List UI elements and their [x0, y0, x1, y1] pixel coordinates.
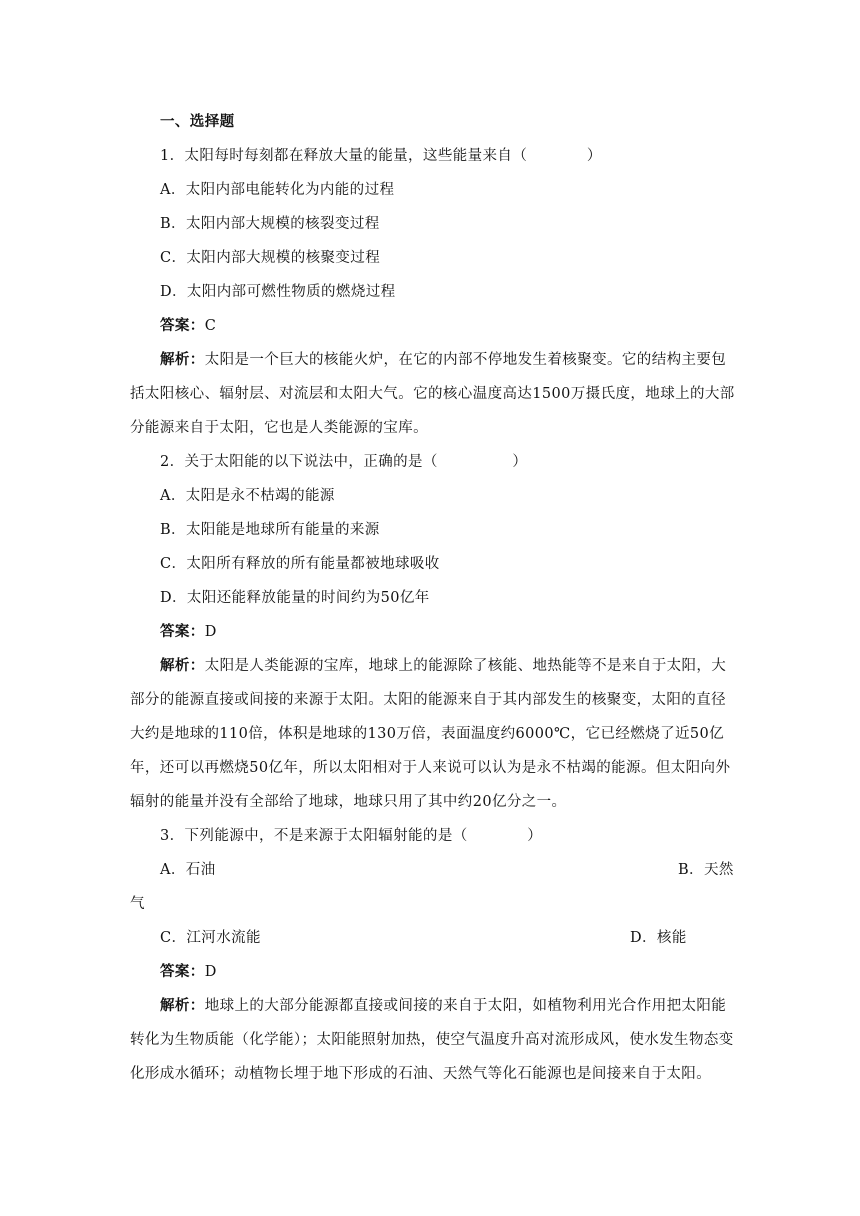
- question-3-option-b-continued: 气: [130, 896, 145, 912]
- answer-label: 答案：: [160, 318, 205, 334]
- question-3-option-c: C．江河水流能: [160, 930, 261, 946]
- answer-label: 答案：: [160, 964, 205, 980]
- question-1-option-a: A．太阳内部电能转化为内能的过程: [160, 182, 395, 198]
- question-2-option-a: A．太阳是永不枯竭的能源: [160, 488, 335, 504]
- question-1-analysis: [130, 343, 735, 445]
- analysis-text: 地球上的大部分能源都直接或间接的来自于太阳，如植物利用光合作用把太阳能转化为生物质能（化学能）；太阳能照射加热，使空气温度升高对流形成风，使水发生物态变化形成水循环；动植物长埋于地下形成的石油、天然气等化石能源也是间接来自于太阳。: [130, 998, 734, 1082]
- question-3-options-row-1: [160, 860, 735, 880]
- question-3-stem: 3．下列能源中，不是来源于太阳辐射能的是（ ）: [160, 828, 543, 844]
- analysis-label: 解析：: [160, 352, 205, 368]
- question-2-option-b: B．太阳能是地球所有能量的来源: [160, 522, 380, 538]
- question-2-option-c: C．太阳所有释放的所有能量都被地球吸收: [160, 556, 440, 572]
- question-3-option-a: A．石油: [160, 862, 216, 878]
- question-1-option-b: B．太阳内部大规模的核裂变过程: [160, 216, 380, 232]
- answer-value: C: [204, 318, 217, 334]
- analysis-label: 解析：: [160, 998, 205, 1014]
- question-3-analysis: [130, 989, 735, 1091]
- question-3-answer: [160, 962, 735, 982]
- analysis-label: 解析：: [160, 658, 205, 674]
- analysis-text: 太阳是人类能源的宝库，地球上的能源除了核能、地热能等不是来自于太阳，大部分的能源直接或间接的来源于太阳。太阳的能源来自于其内部发生的核聚变，太阳的直径大约是地球的110倍，体积是地球的130万倍，表面温度约6000℃，它已经燃烧了近50亿年，还可以再燃烧50亿年，所以太阳相对于人来说可以认为是永不枯竭的能源。但太阳向外辐射的能量并没有全部给了地球，地球只用了其中约20亿分之一。: [130, 658, 731, 810]
- answer-label: 答案：: [160, 624, 205, 640]
- question-3-option-d: D．核能: [630, 930, 687, 946]
- question-2-stem: 2．关于太阳能的以下说法中，正确的是（ ）: [160, 454, 528, 470]
- question-1-option-d: D．太阳内部可燃性物质的燃烧过程: [160, 284, 396, 300]
- analysis-text: 太阳是一个巨大的核能火炉，在它的内部不停地发生着核聚变。它的结构主要包括太阳核心、辐射层、对流层和太阳大气。它的核心温度高达1500万摄氏度，地球上的大部分能源来自于太阳，它也是人类能源的宝库。: [130, 352, 735, 436]
- question-2-analysis: [130, 649, 735, 819]
- question-2-answer: [160, 622, 735, 642]
- answer-value: D: [204, 624, 217, 640]
- question-2-option-d: D．太阳还能释放能量的时间约为50亿年: [160, 590, 430, 606]
- question-1-stem: 1．太阳每时每刻都在释放大量的能量，这些能量来自（ ）: [160, 148, 602, 164]
- section-title: 一、选择题: [160, 114, 235, 130]
- question-1-option-c: C．太阳内部大规模的核聚变过程: [160, 250, 381, 266]
- answer-value: D: [204, 964, 217, 980]
- question-1-answer: [160, 316, 735, 336]
- question-3-options-row-2: [160, 928, 735, 948]
- question-3-option-b: B．天然: [678, 862, 734, 878]
